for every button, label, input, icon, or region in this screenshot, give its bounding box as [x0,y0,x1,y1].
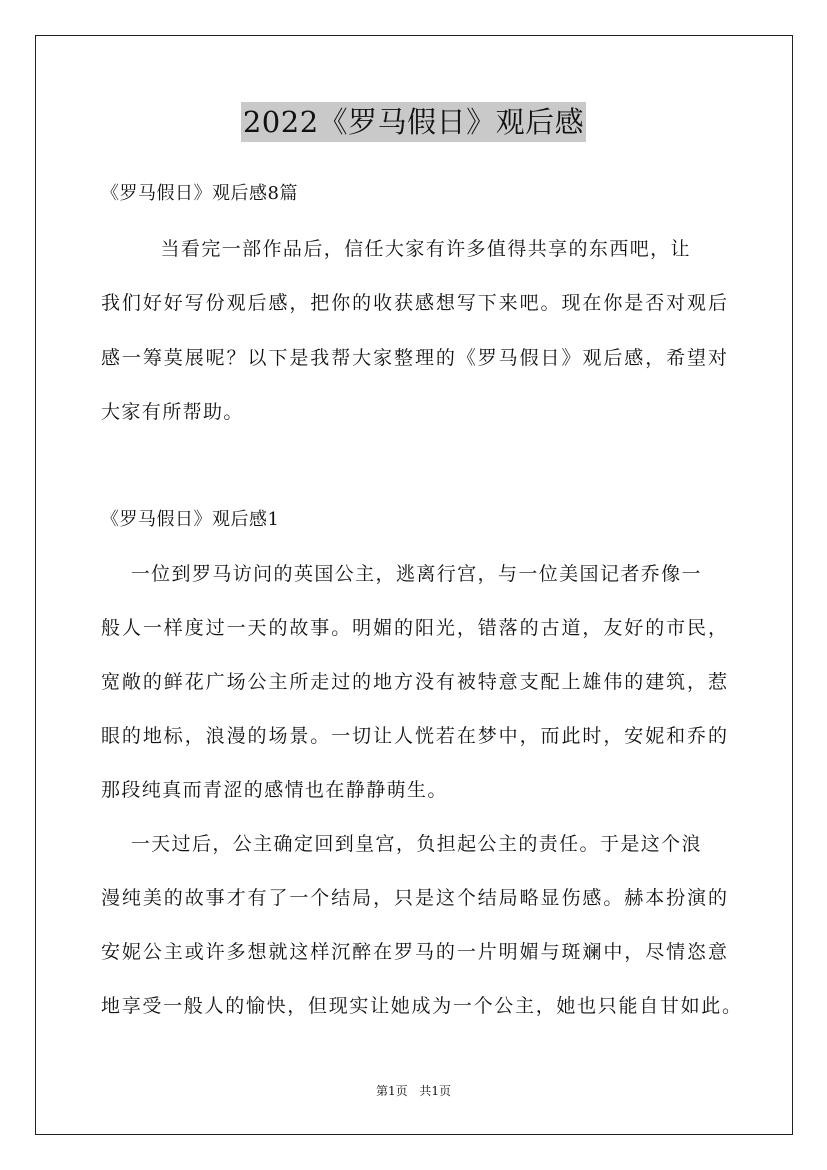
intro-line-2: 我们好好写份观后感，把你的收获感想写下来吧。现在你是否对观后 [101,292,727,314]
section-heading: 《罗马假日》观后感1 [101,509,280,530]
paragraph1-line-2: 般人一样度过一天的故事。明媚的阳光，错落的古道，友好的市民， [101,617,727,639]
paragraph2-line-2: 漫纯美的故事才有了一个结局，只是这个结局略显伤感。赫本扮演的 [101,887,727,909]
paragraph2-line-1: 一天过后，公主确定回到皇宫，负担起公主的责任。于是这个浪 [101,833,702,855]
paragraph1-line-5: 那段纯真而青涩的感情也在静静萌生。 [101,779,448,801]
document-subtitle: 《罗马假日》观后感8篇 [101,183,298,204]
document-title: 2022《罗马假日》观后感 [241,102,586,142]
page-footer [0,1083,827,1099]
paragraph2-line-3: 安妮公主或许多想就这样沉醉在罗马的一片明媚与斑斓中，尽情恣意 [101,941,727,963]
title-container [0,102,827,142]
intro-line-4: 大家有所帮助。 [101,401,244,423]
paragraph2-line-4: 地享受一般人的愉快，但现实让她成为一个公主，她也只能自甘如此。 [101,995,741,1017]
page-number: 第1页 [375,1084,408,1098]
intro-line-1: 当看完一部作品后，信任大家有许多值得共享的东西吧，让 [101,238,691,260]
paragraph1-line-4: 眼的地标，浪漫的场景。一切让人恍若在梦中，而此时，安妮和乔的 [101,725,727,747]
intro-line-3: 感一筹莫展呢？以下是我帮大家整理的《罗马假日》观后感，希望对 [101,347,727,369]
paragraph1-line-3: 宽敞的鲜花广场公主所走过的地方没有被特意支配上雄伟的建筑，惹 [101,671,727,693]
paragraph1-line-1: 一位到罗马访问的英国公主，逃离行宫，与一位美国记者乔像一 [101,563,702,585]
page-total: 共1页 [419,1084,452,1098]
